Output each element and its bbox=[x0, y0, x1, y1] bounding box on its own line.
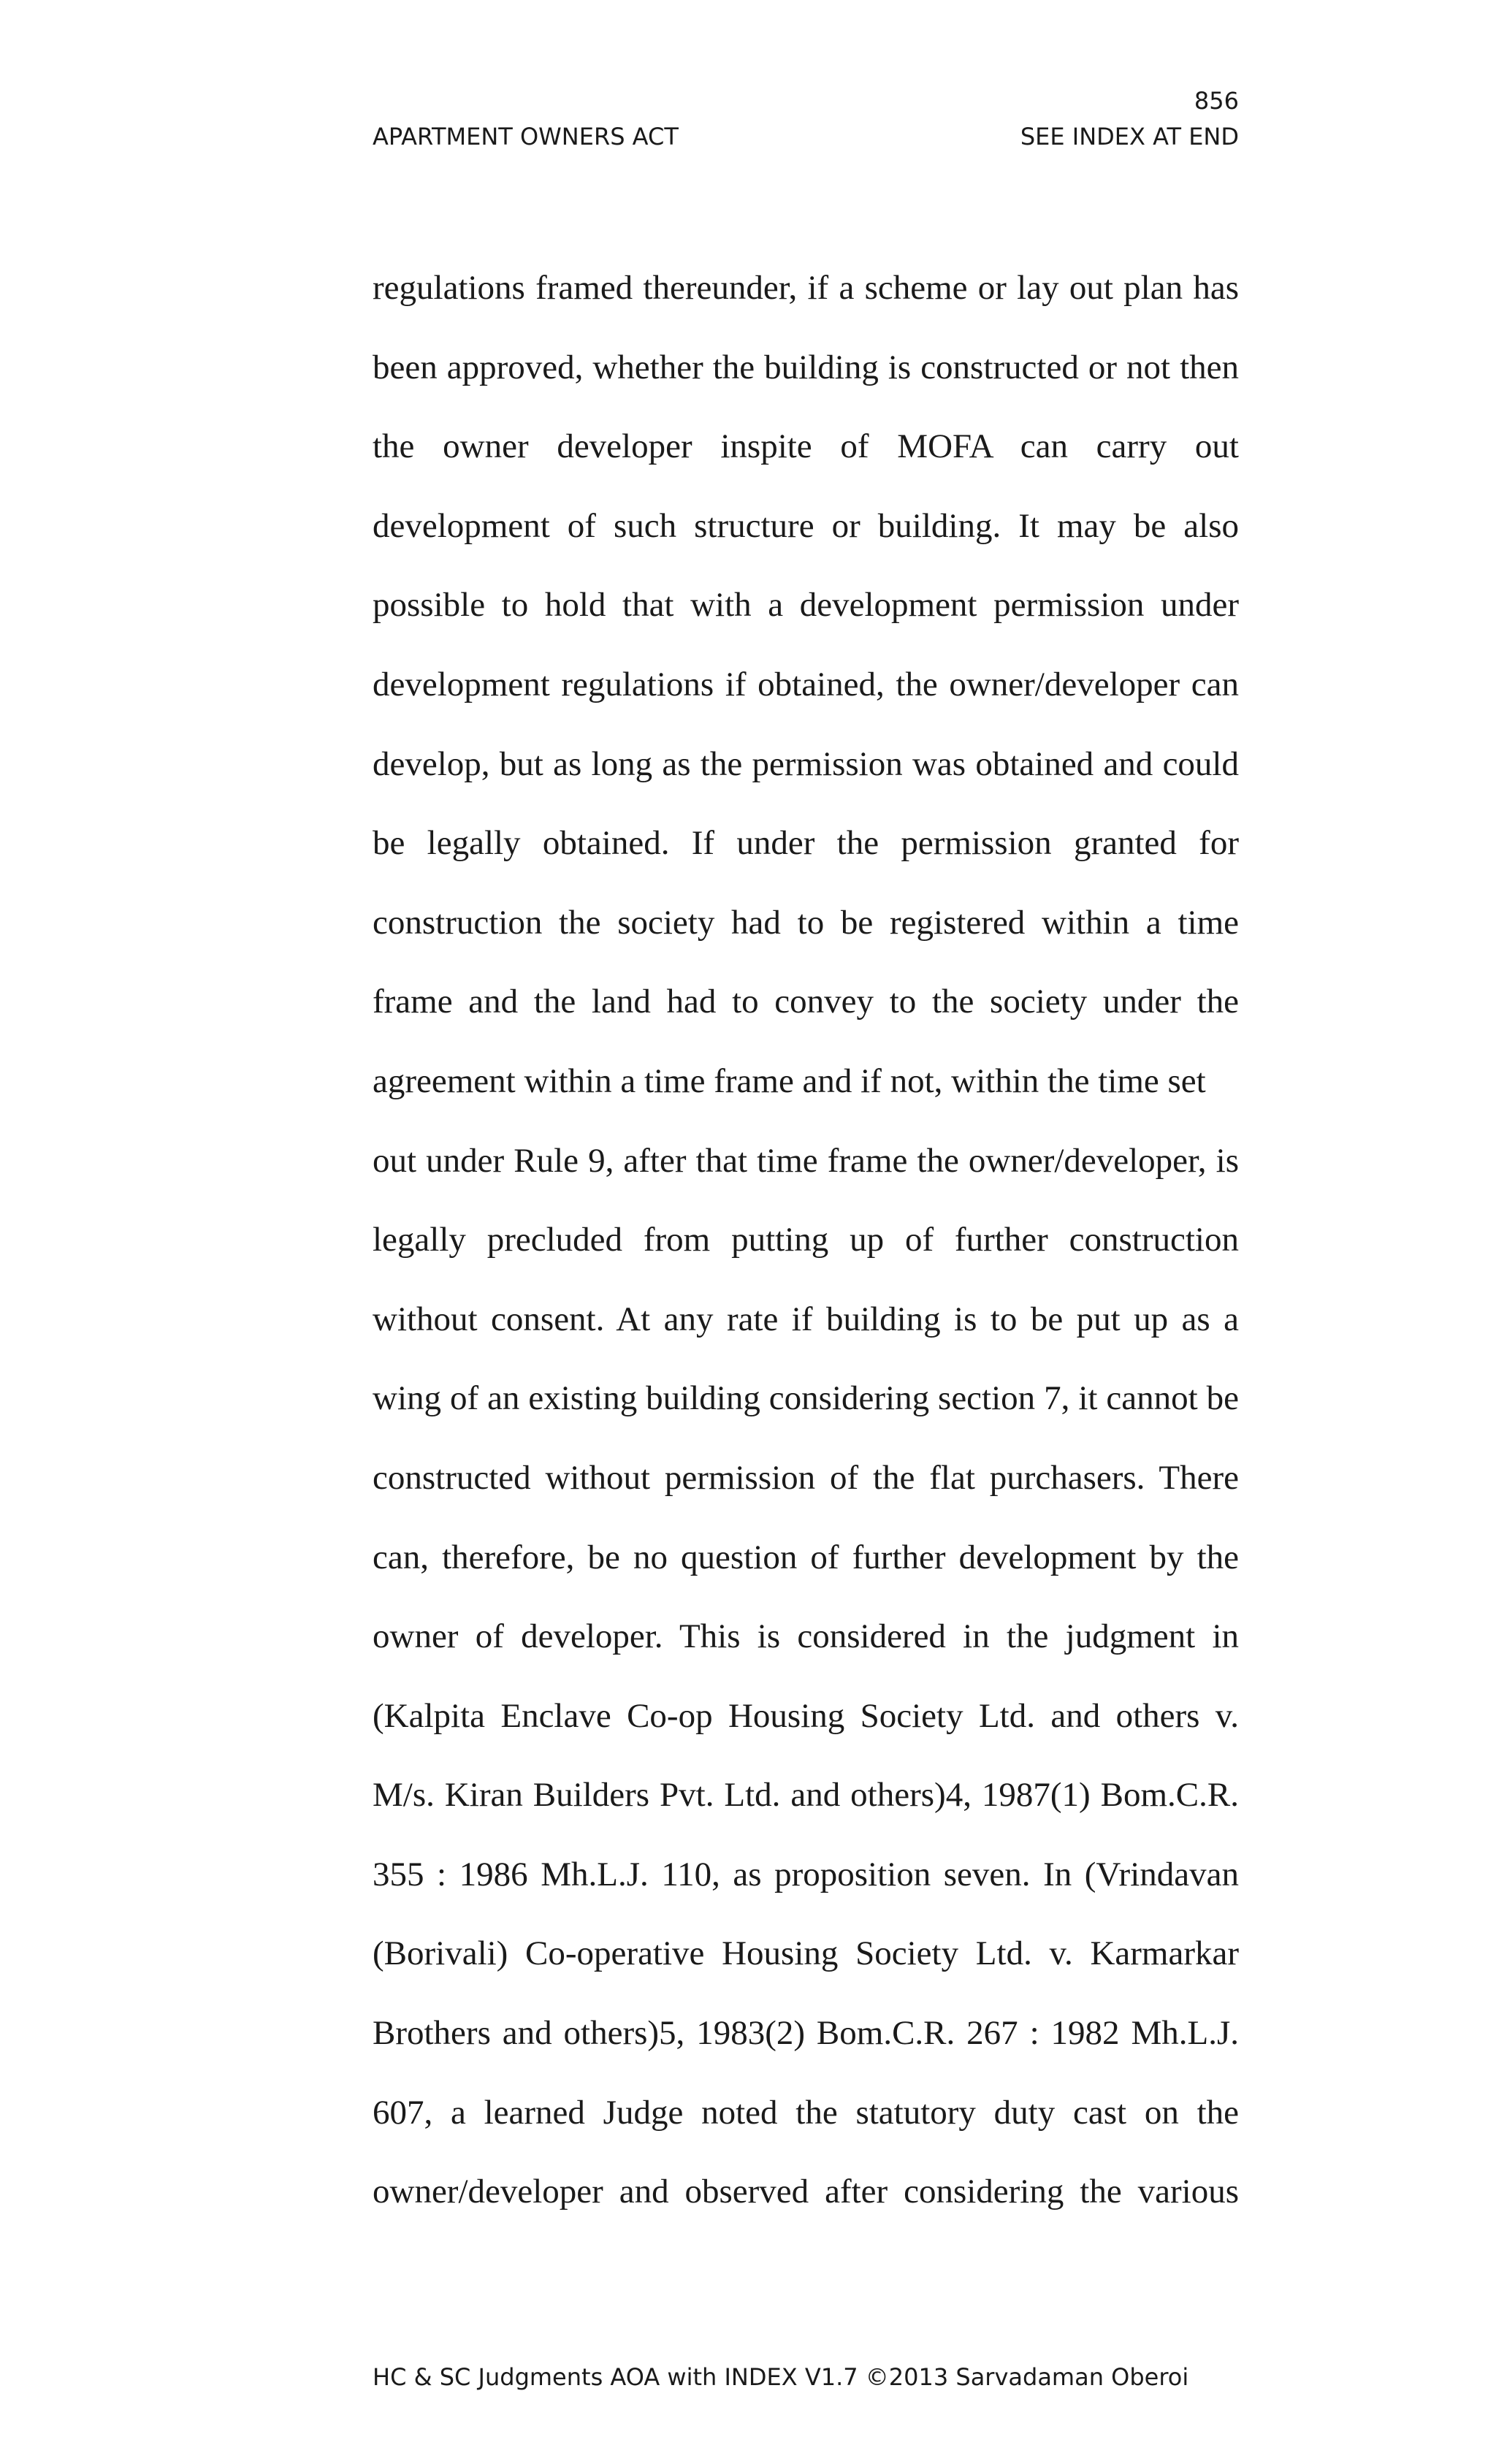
text-line: can, therefore, be no question of further development by the bbox=[373, 1538, 1239, 1576]
text-line: Brothers and others)5, 1983(2) Bom.C.R. 267 : 1982 Mh.L.J. bbox=[373, 2014, 1239, 2053]
text-line: develop, but as long as the permission was obtained and could bbox=[373, 744, 1239, 783]
text-line: development of such structure or building. It may be also bbox=[373, 506, 1239, 545]
text-line: legally precluded from putting up of further construction bbox=[373, 1221, 1239, 1259]
text-line: (Kalpita Enclave Co-op Housing Society Ltd. and others v. bbox=[373, 1696, 1239, 1735]
page-number: 856 bbox=[1194, 87, 1239, 115]
running-header-title: APARTMENT OWNERS ACT bbox=[373, 123, 679, 150]
text-line: 355 : 1986 Mh.L.J. 110, as proposition seven. In (Vrindavan bbox=[373, 1855, 1239, 1893]
text-line: out under Rule 9, after that time frame the owner/developer, is bbox=[373, 1141, 1239, 1180]
running-header-index-note: SEE INDEX AT END bbox=[1020, 123, 1239, 150]
body-paragraph bbox=[373, 266, 1239, 2249]
text-line: the owner developer inspite of MOFA can carry out bbox=[373, 427, 1239, 466]
text-line: frame and the land had to convey to the society under the bbox=[373, 983, 1239, 1021]
text-line: wing of an existing building considering section 7, it cannot be bbox=[373, 1379, 1239, 1418]
text-line: constructed without permission of the flat purchasers. There bbox=[373, 1458, 1239, 1497]
text-line: possible to hold that with a development permission under bbox=[373, 586, 1239, 625]
text-line: agreement within a time frame and if not, within the time set bbox=[373, 1061, 1206, 1100]
text-line: be legally obtained. If under the permission granted for bbox=[373, 824, 1239, 863]
text-line: without consent. At any rate if building is to be put up as a bbox=[373, 1300, 1239, 1338]
text-line: M/s. Kiran Builders Pvt. Ltd. and others)4, 1987(1) Bom.C.R. bbox=[373, 1776, 1239, 1815]
text-line: construction the society had to be registered within a time bbox=[373, 903, 1239, 942]
text-line: been approved, whether the building is constructed or not then bbox=[373, 348, 1239, 386]
text-line: 607, a learned Judge noted the statutory duty cast on the bbox=[373, 2093, 1239, 2132]
text-line: owner/developer and observed after considering the various bbox=[373, 2173, 1239, 2211]
text-line: development regulations if obtained, the owner/developer can bbox=[373, 665, 1239, 703]
text-line: (Borivali) Co-operative Housing Society Ltd. v. Karmarkar bbox=[373, 1934, 1239, 1973]
page-footer: HC & SC Judgments AOA with INDEX V1.7 ©2013 Sarvadaman Oberoi bbox=[373, 2363, 1189, 2391]
text-line: regulations framed thereunder, if a scheme or lay out plan has bbox=[373, 269, 1239, 307]
text-line: owner of developer. This is considered in the judgment in bbox=[373, 1617, 1239, 1656]
